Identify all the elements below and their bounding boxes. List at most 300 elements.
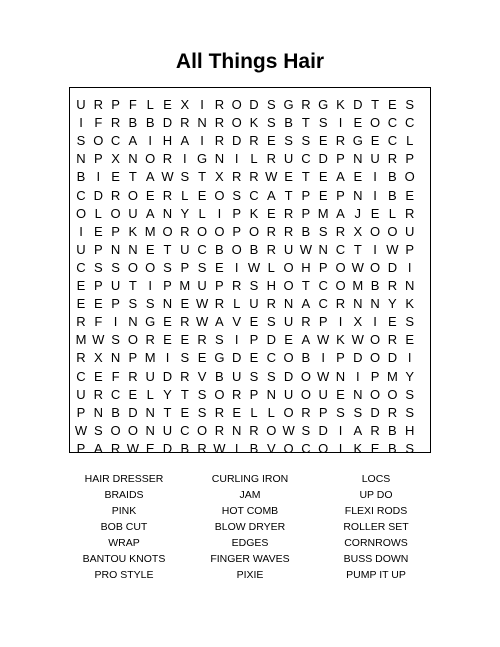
grid-letter[interactable]: X <box>353 223 363 239</box>
grid-letter[interactable]: M <box>144 350 156 366</box>
grid-letter[interactable]: I <box>113 314 118 330</box>
grid-letter[interactable]: K <box>249 205 259 221</box>
grid-letter[interactable]: C <box>404 115 415 131</box>
grid-letter[interactable]: P <box>76 440 86 456</box>
grid-letter[interactable]: W <box>195 296 209 312</box>
grid-letter[interactable]: B <box>215 241 224 257</box>
grid-letter[interactable]: L <box>233 296 241 312</box>
grid-letter[interactable]: O <box>214 386 225 402</box>
grid-letter[interactable]: O <box>283 404 294 420</box>
grid-letter[interactable]: O <box>283 440 294 456</box>
grid-letter[interactable]: P <box>180 259 190 275</box>
grid-letter[interactable]: I <box>338 422 343 438</box>
grid-letter[interactable]: I <box>182 151 187 167</box>
grid-letter[interactable]: L <box>388 205 396 221</box>
grid-letter[interactable]: S <box>197 404 207 420</box>
grid-letter[interactable]: T <box>301 169 310 185</box>
grid-letter[interactable]: D <box>162 368 173 384</box>
grid-letter[interactable]: N <box>110 350 121 366</box>
grid-letter[interactable]: C <box>318 296 328 312</box>
grid-letter[interactable]: I <box>234 151 239 167</box>
grid-letter[interactable]: T <box>128 169 137 185</box>
grid-letter[interactable]: E <box>266 133 276 149</box>
grid-letter[interactable]: D <box>231 133 242 149</box>
grid-letter[interactable]: O <box>93 133 104 149</box>
grid-letter[interactable]: R <box>249 169 259 185</box>
grid-letter[interactable]: I <box>234 332 239 348</box>
grid-letter[interactable]: N <box>197 115 207 131</box>
grid-letter[interactable]: S <box>266 368 276 384</box>
grid-letter[interactable]: E <box>93 368 103 384</box>
grid-letter[interactable]: C <box>335 241 346 257</box>
grid-letter[interactable]: D <box>162 440 173 456</box>
grid-letter[interactable]: D <box>266 332 276 348</box>
grid-letter[interactable]: E <box>318 169 328 185</box>
grid-letter[interactable]: E <box>318 133 328 149</box>
grid-letter[interactable]: X <box>93 350 103 366</box>
grid-letter[interactable]: N <box>128 314 138 330</box>
grid-letter[interactable]: R <box>180 368 190 384</box>
grid-letter[interactable]: W <box>265 169 278 185</box>
grid-letter[interactable]: I <box>148 278 152 293</box>
grid-letter[interactable]: N <box>145 422 155 438</box>
grid-letter[interactable]: S <box>266 97 276 112</box>
grid-letter[interactable]: L <box>181 187 189 203</box>
grid-letter[interactable]: E <box>128 386 138 402</box>
grid-letter[interactable]: S <box>284 133 293 149</box>
grid-letter[interactable]: R <box>145 332 155 348</box>
grid-letter[interactable]: D <box>318 151 328 167</box>
grid-letter[interactable]: B <box>111 404 120 420</box>
grid-letter[interactable]: R <box>214 422 225 438</box>
grid-letter[interactable]: S <box>249 278 259 293</box>
grid-letter[interactable]: W <box>126 440 140 456</box>
grid-letter[interactable]: E <box>388 314 397 330</box>
grid-letter[interactable]: T <box>163 241 172 257</box>
grid-letter[interactable]: O <box>335 259 346 275</box>
grid-letter[interactable]: M <box>352 278 364 293</box>
grid-letter[interactable]: O <box>162 223 173 239</box>
grid-letter[interactable]: U <box>370 151 380 167</box>
grid-letter[interactable]: X <box>180 97 190 112</box>
grid-letter[interactable]: B <box>249 440 259 456</box>
grid-letter[interactable]: R <box>214 133 225 149</box>
grid-letter[interactable]: D <box>93 187 103 203</box>
grid-letter[interactable]: O <box>127 187 138 203</box>
grid-letter[interactable]: B <box>145 115 155 131</box>
grid-letter[interactable]: U <box>283 314 294 330</box>
grid-letter[interactable]: N <box>404 278 415 293</box>
grid-letter[interactable]: E <box>353 169 363 185</box>
grid-letter[interactable]: S <box>111 259 120 275</box>
grid-letter[interactable]: O <box>266 422 277 438</box>
grid-letter[interactable]: F <box>94 314 103 330</box>
grid-letter[interactable]: R <box>214 296 225 312</box>
grid-letter[interactable]: U <box>76 97 86 112</box>
grid-letter[interactable]: I <box>355 368 360 384</box>
grid-letter[interactable]: E <box>284 169 293 185</box>
grid-letter[interactable]: S <box>266 115 276 131</box>
grid-letter[interactable]: O <box>127 259 138 275</box>
grid-letter[interactable]: E <box>284 332 293 348</box>
grid-letter[interactable]: C <box>249 187 259 203</box>
grid-letter[interactable]: L <box>198 205 206 221</box>
grid-letter[interactable]: S <box>405 314 415 330</box>
grid-letter[interactable]: S <box>180 169 190 185</box>
grid-letter[interactable]: E <box>405 332 415 348</box>
grid-letter[interactable]: B <box>370 278 380 293</box>
grid-letter[interactable]: N <box>353 187 363 203</box>
grid-letter[interactable]: G <box>145 314 156 330</box>
grid-letter[interactable]: S <box>353 404 363 420</box>
grid-letter[interactable]: M <box>75 332 87 348</box>
grid-letter[interactable]: L <box>250 404 258 420</box>
grid-letter[interactable]: V <box>232 314 242 330</box>
grid-letter[interactable]: O <box>127 422 138 438</box>
grid-letter[interactable]: W <box>351 332 364 348</box>
grid-letter[interactable]: R <box>214 115 225 131</box>
grid-letter[interactable]: I <box>165 350 170 366</box>
grid-letter[interactable]: E <box>197 350 207 366</box>
grid-letter[interactable]: D <box>387 259 398 275</box>
grid-letter[interactable]: P <box>318 404 328 420</box>
grid-letter[interactable]: I <box>148 133 152 149</box>
grid-letter[interactable]: U <box>318 386 328 402</box>
grid-letter[interactable]: O <box>283 350 294 366</box>
grid-letter[interactable]: S <box>93 259 103 275</box>
grid-letter[interactable]: T <box>163 404 172 420</box>
grid-letter[interactable]: O <box>197 223 208 239</box>
grid-letter[interactable]: P <box>76 404 86 420</box>
grid-letter[interactable]: A <box>180 133 190 149</box>
grid-letter[interactable]: V <box>197 368 207 384</box>
grid-letter[interactable]: R <box>387 278 398 293</box>
grid-letter[interactable]: L <box>94 205 102 221</box>
grid-letter[interactable]: S <box>145 296 155 312</box>
grid-letter[interactable]: O <box>231 115 242 131</box>
grid-letter[interactable]: B <box>128 115 138 131</box>
grid-letter[interactable]: X <box>353 314 363 330</box>
grid-letter[interactable]: F <box>128 97 137 112</box>
grid-letter[interactable]: P <box>232 223 242 239</box>
grid-letter[interactable]: O <box>335 278 346 293</box>
grid-letter[interactable]: U <box>283 151 294 167</box>
grid-letter[interactable]: T <box>180 386 189 402</box>
grid-letter[interactable]: S <box>93 422 103 438</box>
grid-letter[interactable]: P <box>301 187 311 203</box>
grid-letter[interactable]: N <box>110 241 121 257</box>
grid-letter[interactable]: B <box>388 440 397 456</box>
grid-letter[interactable]: I <box>373 314 377 330</box>
grid-letter[interactable]: O <box>370 386 381 402</box>
grid-letter[interactable]: R <box>249 133 259 149</box>
grid-letter[interactable]: N <box>335 368 346 384</box>
grid-letter[interactable]: G <box>283 97 294 112</box>
grid-letter[interactable]: D <box>318 422 328 438</box>
grid-letter[interactable]: R <box>93 386 103 402</box>
grid-letter[interactable]: C <box>301 440 311 456</box>
grid-letter[interactable]: W <box>213 440 226 456</box>
grid-letter[interactable]: U <box>145 368 155 384</box>
grid-letter[interactable]: O <box>110 205 121 221</box>
grid-letter[interactable]: R <box>197 332 207 348</box>
grid-letter[interactable]: R <box>93 97 103 112</box>
grid-letter[interactable]: R <box>180 115 190 131</box>
grid-letter[interactable]: S <box>180 350 190 366</box>
grid-letter[interactable]: R <box>180 223 190 239</box>
grid-letter[interactable]: I <box>338 115 343 131</box>
grid-letter[interactable]: A <box>266 187 276 203</box>
grid-letter[interactable]: O <box>127 332 138 348</box>
grid-letter[interactable]: P <box>336 350 345 366</box>
grid-letter[interactable]: T <box>301 115 310 131</box>
grid-letter[interactable]: S <box>405 386 415 402</box>
grid-letter[interactable]: E <box>318 187 328 203</box>
grid-letter[interactable]: E <box>370 205 380 221</box>
grid-letter[interactable]: U <box>249 296 259 312</box>
grid-letter[interactable]: G <box>197 151 208 167</box>
grid-letter[interactable]: I <box>79 115 83 131</box>
grid-letter[interactable]: P <box>405 241 415 257</box>
grid-letter[interactable]: E <box>370 133 380 149</box>
grid-letter[interactable]: T <box>353 241 362 257</box>
grid-letter[interactable]: C <box>76 259 86 275</box>
grid-letter[interactable]: O <box>231 241 242 257</box>
grid-letter[interactable]: E <box>370 440 380 456</box>
grid-letter[interactable]: P <box>215 278 224 293</box>
grid-letter[interactable]: P <box>405 151 415 167</box>
grid-letter[interactable]: U <box>128 205 138 221</box>
grid-letter[interactable]: L <box>146 97 154 112</box>
grid-letter[interactable]: S <box>111 332 120 348</box>
grid-letter[interactable]: B <box>249 241 259 257</box>
grid-letter[interactable]: C <box>301 151 311 167</box>
grid-letter[interactable]: I <box>407 259 412 275</box>
grid-letter[interactable]: M <box>179 278 191 293</box>
grid-letter[interactable]: D <box>128 404 138 420</box>
grid-letter[interactable]: R <box>335 296 346 312</box>
grid-letter[interactable]: S <box>318 223 328 239</box>
grid-letter[interactable]: O <box>283 278 294 293</box>
grid-letter[interactable]: E <box>215 259 224 275</box>
grid-letter[interactable]: O <box>387 223 398 239</box>
grid-letter[interactable]: A <box>301 332 311 348</box>
grid-letter[interactable]: P <box>128 350 138 366</box>
grid-letter[interactable]: I <box>373 187 377 203</box>
grid-letter[interactable]: P <box>93 278 103 293</box>
grid-letter[interactable]: Y <box>388 296 397 312</box>
grid-letter[interactable]: R <box>180 314 190 330</box>
grid-letter[interactable]: E <box>93 223 103 239</box>
grid-letter[interactable]: B <box>215 368 224 384</box>
grid-letter[interactable]: S <box>215 332 224 348</box>
grid-letter[interactable]: K <box>249 115 259 131</box>
grid-letter[interactable]: O <box>370 350 381 366</box>
grid-letter[interactable]: D <box>231 350 242 366</box>
grid-letter[interactable]: W <box>386 241 399 257</box>
grid-letter[interactable]: B <box>76 169 86 185</box>
grid-letter[interactable]: U <box>197 278 207 293</box>
grid-letter[interactable]: G <box>352 133 363 149</box>
grid-letter[interactable]: A <box>128 133 138 149</box>
grid-letter[interactable]: N <box>353 296 363 312</box>
grid-letter[interactable]: I <box>321 350 325 366</box>
grid-letter[interactable]: S <box>405 97 415 112</box>
grid-letter[interactable]: E <box>93 296 103 312</box>
grid-letter[interactable]: S <box>197 386 207 402</box>
grid-letter[interactable]: S <box>405 440 415 456</box>
grid-letter[interactable]: O <box>300 368 311 384</box>
grid-letter[interactable]: M <box>386 368 398 384</box>
grid-letter[interactable]: O <box>387 386 398 402</box>
grid-letter[interactable]: W <box>195 314 209 330</box>
grid-letter[interactable]: E <box>249 314 259 330</box>
grid-letter[interactable]: N <box>283 296 294 312</box>
grid-letter[interactable]: R <box>231 278 242 293</box>
grid-letter[interactable]: P <box>301 205 311 221</box>
grid-letter[interactable]: P <box>318 259 328 275</box>
grid-letter[interactable]: I <box>234 440 239 456</box>
grid-letter[interactable]: T <box>128 278 137 293</box>
grid-letter[interactable]: S <box>76 133 86 149</box>
grid-letter[interactable]: D <box>283 368 294 384</box>
grid-letter[interactable]: E <box>266 205 276 221</box>
grid-letter[interactable]: A <box>215 314 224 330</box>
grid-letter[interactable]: L <box>267 259 275 275</box>
grid-letter[interactable]: E <box>388 97 397 112</box>
grid-letter[interactable]: U <box>76 241 86 257</box>
grid-letter[interactable]: C <box>197 241 207 257</box>
grid-letter[interactable]: E <box>249 350 259 366</box>
grid-letter[interactable]: O <box>75 205 87 221</box>
grid-letter[interactable]: H <box>162 133 173 149</box>
grid-letter[interactable]: N <box>128 151 138 167</box>
grid-letter[interactable]: E <box>197 187 207 203</box>
grid-letter[interactable]: N <box>162 296 173 312</box>
grid-letter[interactable]: I <box>200 97 204 112</box>
grid-letter[interactable]: R <box>301 314 311 330</box>
grid-letter[interactable]: W <box>299 241 313 257</box>
grid-letter[interactable]: P <box>336 187 345 203</box>
grid-letter[interactable]: E <box>145 241 155 257</box>
grid-letter[interactable]: G <box>214 350 225 366</box>
grid-letter[interactable]: O <box>404 169 415 185</box>
grid-letter[interactable]: N <box>214 151 225 167</box>
grid-letter[interactable]: O <box>300 386 311 402</box>
grid-letter[interactable]: R <box>387 404 398 420</box>
grid-letter[interactable]: E <box>76 296 86 312</box>
grid-letter[interactable]: T <box>371 97 380 112</box>
grid-letter[interactable]: S <box>405 404 415 420</box>
grid-letter[interactable]: E <box>76 278 86 293</box>
grid-letter[interactable]: R <box>128 368 138 384</box>
grid-letter[interactable]: X <box>111 151 120 167</box>
grid-letter[interactable]: J <box>354 205 362 221</box>
grid-letter[interactable]: R <box>197 440 207 456</box>
grid-letter[interactable]: R <box>387 151 398 167</box>
grid-letter[interactable]: E <box>145 440 155 456</box>
grid-letter[interactable]: N <box>266 386 276 402</box>
grid-letter[interactable]: W <box>74 422 88 438</box>
grid-letter[interactable]: L <box>250 151 258 167</box>
grid-letter[interactable]: I <box>200 133 204 149</box>
grid-letter[interactable]: B <box>388 187 397 203</box>
grid-letter[interactable]: R <box>110 440 121 456</box>
grid-letter[interactable]: R <box>231 386 242 402</box>
grid-letter[interactable]: S <box>301 422 311 438</box>
grid-letter[interactable]: R <box>266 241 276 257</box>
grid-letter[interactable]: C <box>76 368 86 384</box>
grid-letter[interactable]: W <box>317 332 330 348</box>
grid-letter[interactable]: D <box>387 350 398 366</box>
grid-letter[interactable]: R <box>162 151 173 167</box>
grid-letter[interactable]: O <box>214 223 225 239</box>
grid-letter[interactable]: N <box>162 205 173 221</box>
grid-letter[interactable]: I <box>96 169 101 185</box>
grid-letter[interactable]: C <box>387 133 398 149</box>
grid-letter[interactable]: G <box>318 97 329 112</box>
grid-letter[interactable]: E <box>336 386 345 402</box>
grid-letter[interactable]: R <box>76 350 86 366</box>
grid-letter[interactable]: O <box>370 259 381 275</box>
grid-letter[interactable]: Y <box>405 368 415 384</box>
grid-letter[interactable]: A <box>353 422 363 438</box>
grid-letter[interactable]: Y <box>163 386 172 402</box>
grid-letter[interactable]: P <box>93 151 103 167</box>
grid-letter[interactable]: I <box>407 350 412 366</box>
grid-letter[interactable]: A <box>145 205 155 221</box>
grid-letter[interactable]: U <box>283 241 294 257</box>
grid-letter[interactable]: S <box>336 404 345 420</box>
grid-letter[interactable]: K <box>336 332 345 348</box>
grid-letter[interactable]: B <box>180 440 190 456</box>
grid-letter[interactable]: E <box>353 115 363 131</box>
grid-letter[interactable]: R <box>266 296 276 312</box>
grid-letter[interactable]: O <box>370 332 381 348</box>
grid-letter[interactable]: S <box>301 133 311 149</box>
grid-letter[interactable]: R <box>214 404 225 420</box>
grid-letter[interactable]: S <box>163 259 172 275</box>
grid-letter[interactable]: O <box>370 115 381 131</box>
grid-letter[interactable]: N <box>370 296 380 312</box>
grid-letter[interactable]: U <box>283 386 294 402</box>
grid-letter[interactable]: N <box>353 151 363 167</box>
grid-letter[interactable]: E <box>232 404 242 420</box>
grid-letter[interactable]: U <box>404 223 415 239</box>
grid-letter[interactable]: Y <box>180 205 190 221</box>
grid-letter[interactable]: P <box>111 296 120 312</box>
grid-letter[interactable]: I <box>217 205 222 221</box>
grid-letter[interactable]: N <box>76 151 86 167</box>
grid-letter[interactable]: K <box>353 440 363 456</box>
grid-letter[interactable]: S <box>232 187 242 203</box>
grid-letter[interactable]: E <box>180 404 190 420</box>
grid-letter[interactable]: A <box>336 205 345 221</box>
grid-letter[interactable]: R <box>110 115 121 131</box>
grid-letter[interactable]: F <box>94 115 103 131</box>
grid-letter[interactable]: C <box>76 187 86 203</box>
grid-letter[interactable]: K <box>405 296 415 312</box>
grid-letter[interactable]: I <box>373 169 377 185</box>
grid-letter[interactable]: E <box>111 169 120 185</box>
grid-letter[interactable]: R <box>283 205 294 221</box>
grid-letter[interactable]: C <box>266 350 276 366</box>
grid-letter[interactable]: W <box>247 259 261 275</box>
grid-letter[interactable]: X <box>215 169 224 185</box>
grid-letter[interactable]: P <box>249 332 259 348</box>
grid-letter[interactable]: R <box>231 169 242 185</box>
grid-letter[interactable]: R <box>404 205 415 221</box>
